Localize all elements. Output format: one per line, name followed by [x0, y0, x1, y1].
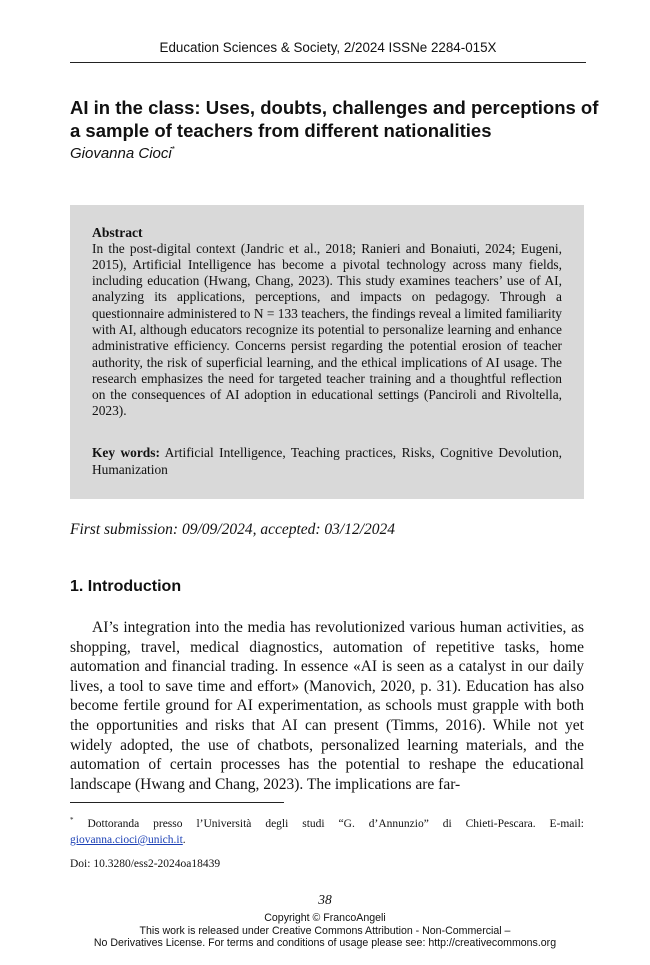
footnote-email-suffix: . — [182, 833, 186, 846]
journal-header: Education Sciences & Society, 2/2024 ISSNe 2284-015X — [159, 40, 497, 55]
abstract-box — [70, 205, 584, 499]
author-line — [70, 145, 175, 162]
introduction-text: AI’s integration into the media has revolutionized various human activities, as shopping, travel, medical diagnostics, automation of repetitive tasks, home automation and financial trading. In essence «AI is seen as a catalyst in our daily lives, a tool to save time and effort» (Manovich, 2020, p. 31). Education has also become fertile ground for AI experimentation, as schools must grapple with both the opportunities and risks that AI can present (Timms, 2016). While not yet widely adopted, the use of chatbots, personalized learning materials, and the automation of certain processes has the potential to reshape the educational landscape (Hwang and Chang, 2023). The implications are far- — [70, 619, 584, 793]
header-divider — [70, 62, 586, 63]
author-footnote-mark: * — [171, 145, 175, 154]
footnote-mark: * — [70, 816, 74, 824]
footnote — [70, 812, 584, 848]
license-line-2: No Derivatives License. For terms and conditions of usage please see: http://creativecommons.org — [93, 937, 557, 949]
author-email-link[interactable]: giovanna.cioci@unich.it — [70, 833, 183, 846]
copyright-line: Copyright © FrancoAngeli — [264, 912, 386, 924]
abstract-text: In the post-digital context (Jandric et al., 2018; Ranieri and Bonaiuti, 2024; Eugeni, 2015), Artificial Intelligence has become a pivotal technology across many fields, including education (Hwang, Chang, 2023). This study examines teachers’ use of AI, analyzing its applications, perceptions, and impacts on pedagogy. Through a questionnaire administered to N = 133 teachers, the findings reveal a limited familiarity with AI, although educators recognize its potential to personalize learning and enhance administrative efficiency. Concerns persist regarding the potential erosion of teacher authority, the risk of superficial learning, and the ethical implications of AI usage. The research emphasizes the need for targeted teacher training and a thoughtful reflection on the consequences of AI adoption in educational settings (Panciroli and Rivoltella, 2023). — [92, 240, 562, 419]
license-line-1: This work is released under Creative Commons Attribution - Non-Commercial – — [139, 924, 511, 937]
keywords — [92, 444, 562, 478]
section-heading-introduction: 1. Introduction — [70, 578, 182, 595]
footnote-divider — [70, 802, 284, 803]
keywords-label: Key words: — [92, 445, 160, 460]
submission-dates: First submission: 09/09/2024, accepted: 03/12/2024 — [70, 521, 396, 538]
author-name: Giovanna Cioci — [70, 145, 172, 162]
copyright-footer — [0, 912, 650, 950]
article-title: AI in the class: Uses, doubts, challenges and perceptions of a sample of teachers from different nationalities — [70, 97, 599, 141]
keywords-list: Artificial Intelligence, Teaching practices, Risks, Cognitive Devolution, Humanization — [92, 445, 562, 477]
doi: Doi: 10.3280/ess2-2024oa18439 — [70, 858, 221, 870]
page-number: 38 — [318, 892, 332, 907]
footnote-text: Dottoranda presso l’Università degli studi “G. d’Annunzio” di Chieti-Pescara. E-mail: — [87, 817, 584, 830]
abstract-heading: Abstract — [92, 225, 143, 240]
